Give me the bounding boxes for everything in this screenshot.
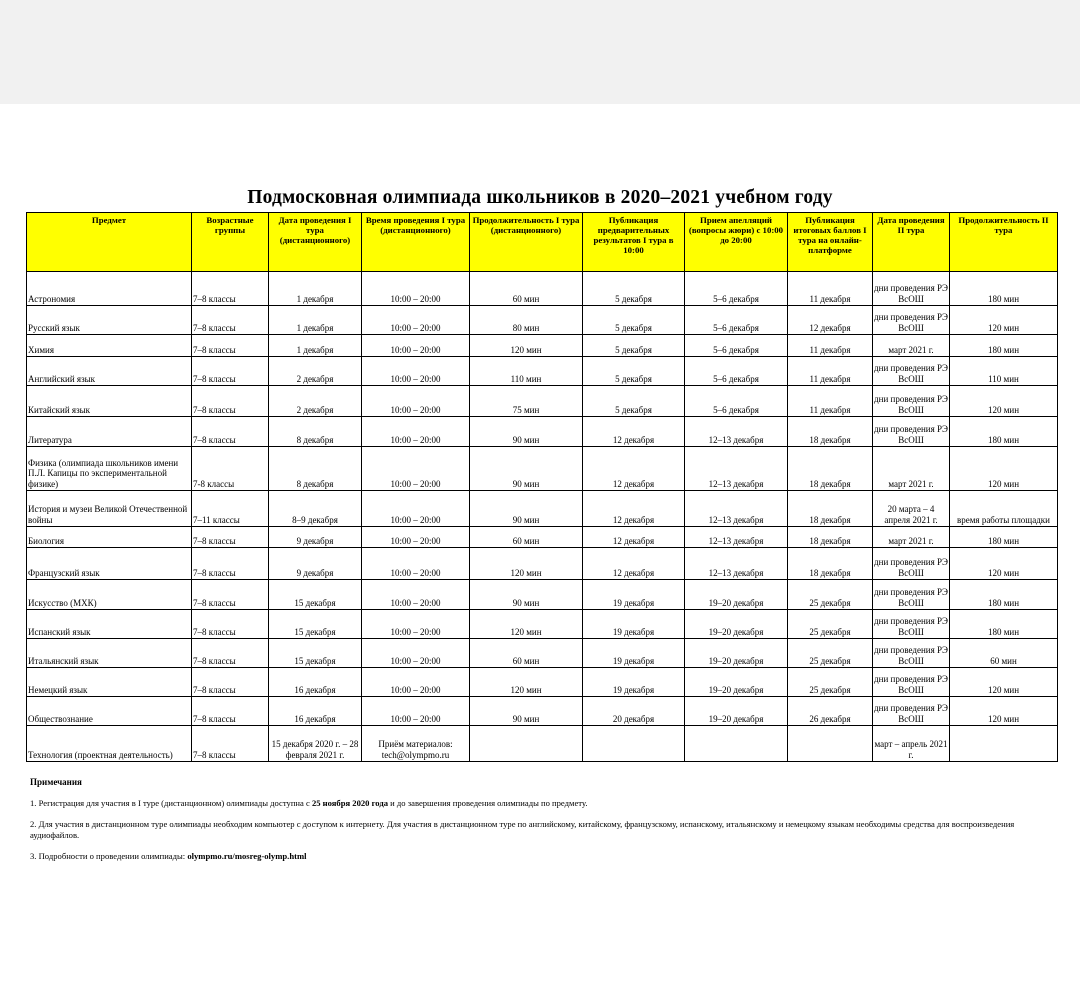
table-cell bbox=[583, 726, 685, 762]
table-cell: 180 мин bbox=[950, 272, 1058, 306]
table-cell: 120 мин bbox=[470, 610, 583, 639]
table-cell: 12 декабря bbox=[583, 527, 685, 548]
table-row bbox=[27, 726, 1058, 762]
table-cell: 16 декабря bbox=[269, 697, 362, 726]
header-cell: Публикация предварительных результатов I тура в 10:00 bbox=[583, 213, 685, 272]
table-cell: 15 декабря bbox=[269, 580, 362, 610]
table-cell: 5–6 декабря bbox=[685, 272, 788, 306]
age-group-cell: 7–8 классы bbox=[192, 697, 269, 726]
table-cell: 10:00 – 20:00 bbox=[362, 386, 470, 417]
table-cell: 120 мин bbox=[950, 306, 1058, 335]
table-cell: 10:00 – 20:00 bbox=[362, 417, 470, 447]
table-cell bbox=[685, 726, 788, 762]
table-cell: 10:00 – 20:00 bbox=[362, 548, 470, 580]
table-cell: 80 мин bbox=[470, 306, 583, 335]
subject-cell: Испанский язык bbox=[27, 610, 192, 639]
header-cell: Продолжительность II тура bbox=[950, 213, 1058, 272]
subject-cell: Итальянский язык bbox=[27, 639, 192, 668]
table-cell: 9 декабря bbox=[269, 527, 362, 548]
table-row bbox=[27, 386, 1058, 417]
table-cell: 12–13 декабря bbox=[685, 548, 788, 580]
table-cell: время работы площадки bbox=[950, 491, 1058, 527]
table-cell: 90 мин bbox=[470, 697, 583, 726]
table-cell: 180 мин bbox=[950, 527, 1058, 548]
table-cell: 12 декабря bbox=[583, 447, 685, 491]
table-cell: 10:00 – 20:00 bbox=[362, 306, 470, 335]
note-2: 2. Для участия в дистанционном туре олимпиады необходим компьютер с доступом к интернету. Для участия в дистанционном туре по английскому, китайскому, французскому, испанскому, итальянскому и немецкому языкам необходимы средства для воспроизведения аудиофайлов. bbox=[30, 818, 1015, 841]
table-header-row bbox=[27, 213, 1058, 272]
table-cell: 12–13 декабря bbox=[685, 491, 788, 527]
table-cell: 19 декабря bbox=[583, 639, 685, 668]
subject-cell: Немецкий язык bbox=[27, 668, 192, 697]
table-cell: 10:00 – 20:00 bbox=[362, 527, 470, 548]
table-row bbox=[27, 548, 1058, 580]
table-row bbox=[27, 447, 1058, 491]
header-cell: Прием апелляций (вопросы жюри) с 10:00 до 20:00 bbox=[685, 213, 788, 272]
table-cell: 8–9 декабря bbox=[269, 491, 362, 527]
table-cell: 60 мин bbox=[470, 527, 583, 548]
table-cell: 12–13 декабря bbox=[685, 447, 788, 491]
table-cell: 120 мин bbox=[470, 668, 583, 697]
note-1-text-start: 1. Регистрация для участия в I туре (дистанционном) олимпиады доступна с bbox=[30, 798, 312, 809]
table-cell: 5 декабря bbox=[583, 335, 685, 357]
table-cell: 90 мин bbox=[470, 417, 583, 447]
table-cell: 2 декабря bbox=[269, 357, 362, 386]
table-cell: 18 декабря bbox=[788, 548, 873, 580]
note-3 bbox=[30, 851, 1060, 863]
table-row bbox=[27, 668, 1058, 697]
table-cell: 15 декабря bbox=[269, 610, 362, 639]
age-group-cell: 7–8 классы bbox=[192, 306, 269, 335]
table-cell: 120 мин bbox=[950, 447, 1058, 491]
age-group-cell: 7–8 классы bbox=[192, 639, 269, 668]
table-cell: 10:00 – 20:00 bbox=[362, 491, 470, 527]
table-cell: март – апрель 2021 г. bbox=[873, 726, 950, 762]
table-cell: 120 мин bbox=[950, 697, 1058, 726]
table-cell: 5–6 декабря bbox=[685, 357, 788, 386]
table-row bbox=[27, 417, 1058, 447]
olympiad-schedule-table bbox=[26, 212, 1058, 762]
table-cell: 5–6 декабря bbox=[685, 335, 788, 357]
age-group-cell: 7–8 классы bbox=[192, 668, 269, 697]
table-cell: 15 декабря 2020 г. – 28 февраля 2021 г. bbox=[269, 726, 362, 762]
age-group-cell: 7–8 классы bbox=[192, 335, 269, 357]
table-cell: 18 декабря bbox=[788, 527, 873, 548]
table-cell: 90 мин bbox=[470, 447, 583, 491]
table-cell: 10:00 – 20:00 bbox=[362, 357, 470, 386]
table-cell: 19–20 декабря bbox=[685, 668, 788, 697]
table-row bbox=[27, 527, 1058, 548]
table-cell: 19 декабря bbox=[583, 610, 685, 639]
table-cell: дни проведения РЭ ВсОШ bbox=[873, 639, 950, 668]
table-cell: 120 мин bbox=[950, 386, 1058, 417]
age-group-cell: 7-8 классы bbox=[192, 447, 269, 491]
header-cell: Дата проведения I тура (дистанционного) bbox=[269, 213, 362, 272]
table-row bbox=[27, 697, 1058, 726]
table-cell: 5–6 декабря bbox=[685, 386, 788, 417]
note-3-text: 3. Подробности о проведении олимпиады: bbox=[30, 850, 188, 861]
subject-cell: Химия bbox=[27, 335, 192, 357]
table-cell: 5 декабря bbox=[583, 306, 685, 335]
table-cell: 12 декабря bbox=[583, 491, 685, 527]
table-row bbox=[27, 357, 1058, 386]
page-title: Подмосковная олимпиада школьников в 2020–2021 учебном году bbox=[247, 187, 833, 208]
table-cell: 1 декабря bbox=[269, 335, 362, 357]
note-1-text-end: и до завершения проведения олимпиады по предмету. bbox=[388, 798, 588, 809]
table-cell: 11 декабря bbox=[788, 272, 873, 306]
table-cell: 10:00 – 20:00 bbox=[362, 335, 470, 357]
header-cell: Дата проведения II тура bbox=[873, 213, 950, 272]
table-cell: 19–20 декабря bbox=[685, 610, 788, 639]
table-cell: 25 декабря bbox=[788, 610, 873, 639]
table-cell: 90 мин bbox=[470, 580, 583, 610]
table-cell: 15 декабря bbox=[269, 639, 362, 668]
table-cell: 120 мин bbox=[470, 548, 583, 580]
header-cell: Время проведения I тура (дистанционного) bbox=[362, 213, 470, 272]
table-cell: 10:00 – 20:00 bbox=[362, 668, 470, 697]
subject-cell: Технология (проектная деятельность) bbox=[27, 726, 192, 762]
table-cell: 25 декабря bbox=[788, 639, 873, 668]
age-group-cell: 7–8 классы bbox=[192, 417, 269, 447]
table-cell: 12–13 декабря bbox=[685, 527, 788, 548]
table-cell: 110 мин bbox=[470, 357, 583, 386]
note-1 bbox=[30, 798, 1060, 810]
table-cell: 18 декабря bbox=[788, 447, 873, 491]
age-group-cell: 7–8 классы bbox=[192, 610, 269, 639]
table-cell: 20 марта – 4 апреля 2021 г. bbox=[873, 491, 950, 527]
table-cell: 180 мин bbox=[950, 417, 1058, 447]
subject-cell: Русский язык bbox=[27, 306, 192, 335]
table-cell: 1 декабря bbox=[269, 272, 362, 306]
subject-cell: История и музеи Великой Отечественной войны bbox=[27, 491, 192, 527]
table-cell: дни проведения РЭ ВсОШ bbox=[873, 668, 950, 697]
age-group-cell: 7–8 классы bbox=[192, 580, 269, 610]
subject-cell: Английский язык bbox=[27, 357, 192, 386]
subject-cell: Обществознание bbox=[27, 697, 192, 726]
table-cell: март 2021 г. bbox=[873, 527, 950, 548]
table-cell: дни проведения РЭ ВсОШ bbox=[873, 417, 950, 447]
subject-cell: Литература bbox=[27, 417, 192, 447]
table-cell: март 2021 г. bbox=[873, 447, 950, 491]
table-cell: 120 мин bbox=[470, 335, 583, 357]
note-1-date: 25 ноября 2020 года bbox=[311, 798, 389, 809]
table-cell: 12 декабря bbox=[788, 306, 873, 335]
table-cell: дни проведения РЭ ВсОШ bbox=[873, 548, 950, 580]
table-cell: 18 декабря bbox=[788, 491, 873, 527]
table-cell: 19–20 декабря bbox=[685, 580, 788, 610]
table-cell: 120 мин bbox=[950, 548, 1058, 580]
table-row bbox=[27, 639, 1058, 668]
subject-cell: Физика (олимпиада школьников имени П.Л. Капицы по экспериментальной физике) bbox=[27, 447, 192, 491]
table-row bbox=[27, 610, 1058, 639]
table-cell: 9 декабря bbox=[269, 548, 362, 580]
age-group-cell: 7–8 классы bbox=[192, 726, 269, 762]
subject-cell: Искусство (МХК) bbox=[27, 580, 192, 610]
age-group-cell: 7–8 классы bbox=[192, 527, 269, 548]
header-cell: Публикация итоговых баллов I тура на онлайн-платформе bbox=[788, 213, 873, 272]
table-cell: 11 декабря bbox=[788, 357, 873, 386]
table-cell: 12 декабря bbox=[583, 548, 685, 580]
table-cell: 10:00 – 20:00 bbox=[362, 610, 470, 639]
table-cell: 5–6 декабря bbox=[685, 306, 788, 335]
table-cell: 60 мин bbox=[950, 639, 1058, 668]
table-cell: 120 мин bbox=[950, 668, 1058, 697]
table-cell: 180 мин bbox=[950, 580, 1058, 610]
table-cell: 110 мин bbox=[950, 357, 1058, 386]
table-cell: 12–13 декабря bbox=[685, 417, 788, 447]
table-cell: 19 декабря bbox=[583, 580, 685, 610]
header-cell: Предмет bbox=[27, 213, 192, 272]
table-cell: 5 декабря bbox=[583, 272, 685, 306]
table-row bbox=[27, 272, 1058, 306]
table-cell: дни проведения РЭ ВсОШ bbox=[873, 357, 950, 386]
subject-cell: Биология bbox=[27, 527, 192, 548]
table-cell: 12 декабря bbox=[583, 417, 685, 447]
table-cell: 10:00 – 20:00 bbox=[362, 639, 470, 668]
table-cell: 5 декабря bbox=[583, 386, 685, 417]
table-cell: дни проведения РЭ ВсОШ bbox=[873, 386, 950, 417]
age-group-cell: 7–11 классы bbox=[192, 491, 269, 527]
table-cell: 180 мин bbox=[950, 610, 1058, 639]
age-group-cell: 7–8 классы bbox=[192, 548, 269, 580]
table-cell: 19–20 декабря bbox=[685, 639, 788, 668]
table-row bbox=[27, 580, 1058, 610]
table-cell: 180 мин bbox=[950, 335, 1058, 357]
notes-section bbox=[30, 776, 1060, 872]
age-group-cell: 7–8 классы bbox=[192, 272, 269, 306]
top-blank-band bbox=[0, 0, 1080, 104]
subject-cell: Китайский язык bbox=[27, 386, 192, 417]
table-cell: 16 декабря bbox=[269, 668, 362, 697]
table-cell: 11 декабря bbox=[788, 335, 873, 357]
table-cell: 8 декабря bbox=[269, 447, 362, 491]
table-cell: 18 декабря bbox=[788, 417, 873, 447]
subject-cell: Французский язык bbox=[27, 548, 192, 580]
age-group-cell: 7–8 классы bbox=[192, 386, 269, 417]
header-cell: Продолжительность I тура (дистанционного) bbox=[470, 213, 583, 272]
table-cell: 10:00 – 20:00 bbox=[362, 580, 470, 610]
table-cell bbox=[950, 726, 1058, 762]
table-row bbox=[27, 491, 1058, 527]
table-cell: 8 декабря bbox=[269, 417, 362, 447]
table-cell: 10:00 – 20:00 bbox=[362, 447, 470, 491]
header-cell: Возрастные группы bbox=[192, 213, 269, 272]
table-cell bbox=[470, 726, 583, 762]
note-3-link[interactable]: olympmo.ru/mosreg-olymp.html bbox=[187, 850, 307, 861]
table-cell: 5 декабря bbox=[583, 357, 685, 386]
table-cell: Приём материалов: tech@olympmo.ru bbox=[362, 726, 470, 762]
table-cell: 60 мин bbox=[470, 639, 583, 668]
table-cell: 19 декабря bbox=[583, 668, 685, 697]
table-cell: дни проведения РЭ ВсОШ bbox=[873, 272, 950, 306]
table-cell: 2 декабря bbox=[269, 386, 362, 417]
table-row bbox=[27, 335, 1058, 357]
table-cell: 90 мин bbox=[470, 491, 583, 527]
table-cell: 25 декабря bbox=[788, 668, 873, 697]
table-cell: 10:00 – 20:00 bbox=[362, 272, 470, 306]
table-cell: дни проведения РЭ ВсОШ bbox=[873, 306, 950, 335]
table-cell: 10:00 – 20:00 bbox=[362, 697, 470, 726]
table-cell: март 2021 г. bbox=[873, 335, 950, 357]
table-row bbox=[27, 306, 1058, 335]
table-cell: 25 декабря bbox=[788, 580, 873, 610]
table-cell: 20 декабря bbox=[583, 697, 685, 726]
table-cell: 11 декабря bbox=[788, 386, 873, 417]
table-cell: 75 мин bbox=[470, 386, 583, 417]
table-cell: дни проведения РЭ ВсОШ bbox=[873, 697, 950, 726]
subject-cell: Астрономия bbox=[27, 272, 192, 306]
table-cell: 26 декабря bbox=[788, 697, 873, 726]
notes-heading: Примечания bbox=[30, 777, 82, 787]
table-cell: 1 декабря bbox=[269, 306, 362, 335]
table-cell: дни проведения РЭ ВсОШ bbox=[873, 610, 950, 639]
table-cell: дни проведения РЭ ВсОШ bbox=[873, 580, 950, 610]
table-cell: 60 мин bbox=[470, 272, 583, 306]
table-cell bbox=[788, 726, 873, 762]
age-group-cell: 7–8 классы bbox=[192, 357, 269, 386]
table-cell: 19–20 декабря bbox=[685, 697, 788, 726]
